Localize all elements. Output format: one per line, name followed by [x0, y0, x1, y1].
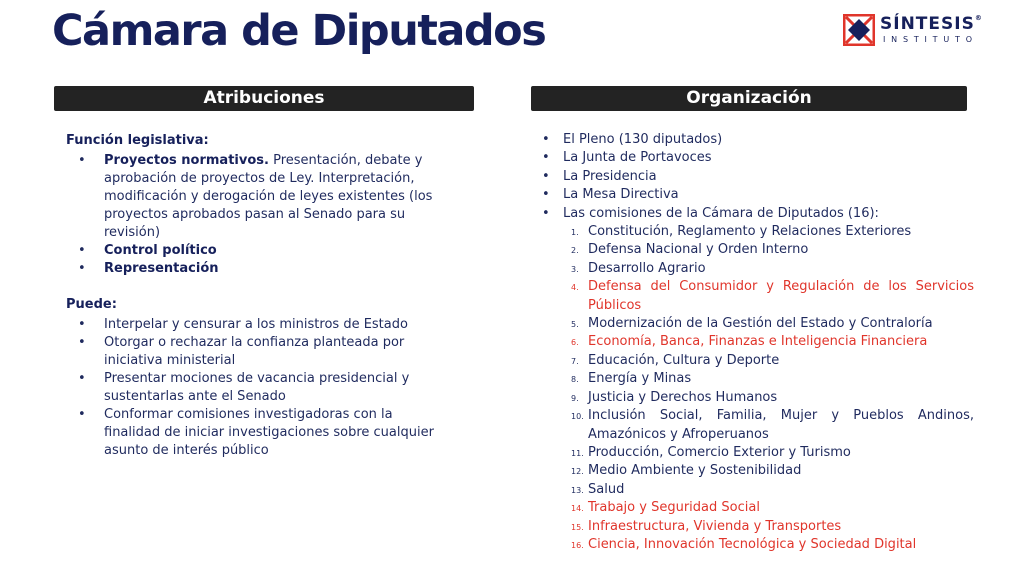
commission-item: [571, 462, 974, 480]
commission-label: Desarrollo Agrario: [588, 260, 706, 276]
commission-label: Ciencia, Innovación Tecnológica y Sociedad Digital: [588, 536, 917, 552]
list-item: • La Junta de Portavoces: [563, 149, 974, 167]
commission-item: [571, 389, 974, 407]
commission-number: 13.: [571, 485, 584, 495]
commission-item: [571, 370, 974, 388]
list-item: • El Pleno (130 diputados): [563, 131, 974, 149]
sintesis-logo-icon: [843, 14, 875, 46]
commission-label: Energía y Minas: [588, 371, 692, 387]
funcion-legislativa-heading: Función legislativa:: [66, 133, 209, 148]
atribuciones-header: Atribuciones: [54, 86, 474, 111]
commission-number: 10.: [571, 412, 584, 422]
puede-list: [66, 316, 446, 460]
commission-label: Medio Ambiente y Sostenibilidad: [588, 463, 802, 479]
commission-label: Defensa del Consumidor y Regulación de los Servicios Públicos: [588, 279, 974, 313]
list-item: • La Mesa Directiva: [563, 186, 974, 204]
commission-number: 15.: [571, 522, 584, 532]
page-title: Cámara de Diputados: [52, 6, 546, 56]
logo-subtitle: INSTITUTO: [883, 35, 978, 44]
commission-number: 4.: [571, 283, 579, 293]
atribuciones-column: [66, 132, 446, 460]
commission-number: 1.: [571, 228, 579, 238]
commission-item: [571, 223, 974, 241]
commission-number: 6.: [571, 338, 579, 348]
commission-number: 8.: [571, 375, 579, 385]
commission-item: [571, 333, 974, 351]
commission-item: [571, 407, 974, 444]
list-item: • Presentar mociones de vacancia presidencial y sustentarlas ante el Senado: [104, 370, 446, 406]
puede-heading: Puede:: [66, 297, 117, 312]
list-item: • Interpelar y censurar a los ministros de Estado: [104, 316, 446, 334]
commission-item: [571, 499, 974, 517]
list-item: • Las comisiones de la Cámara de Diputados (16): 1. Constitución, Reglamento y Relaciones Exteriores 2. Defensa Nacional y Orden Interno 3. Desarrollo Agrario 4. Defensa del Consumidor y Regulación de los Servicios Públicos 5. Modernización de la Gestión del Estado y Contraloría 6. Economía, Banca, Finanzas e Inteligencia Financiera 7. Educación, Cultura y Deporte 8. Energía y Minas 9. Justicia y Derechos Humanos 10. Inclusión Social, Familia, Mujer y Pueblos Andinos, Amazónicos y Afroperuanos 11. Producción, Comercio Exterior y Turismo 12. Medio Ambiente y Sostenibilidad 13. Salud 14. Trabajo y Seguridad Social 15. Infraestructura, Vivienda y Transportes 16. Ciencia, Innovación Tecnológica y Sociedad Digital: [563, 205, 974, 555]
commission-number: 5.: [571, 320, 579, 330]
commission-label: Producción, Comercio Exterior y Turismo: [588, 444, 851, 460]
organizacion-list: [540, 131, 974, 554]
commission-label: Modernización de la Gestión del Estado y Contraloría: [588, 316, 933, 332]
commission-item: [571, 481, 974, 499]
commission-item: [571, 315, 974, 333]
commission-item: [571, 260, 974, 278]
organizacion-column: [540, 131, 974, 554]
list-item: • Conformar comisiones investigadoras con la finalidad de iniciar investigaciones sobre cualquier asunto de interés público: [104, 406, 446, 460]
commission-item: [571, 352, 974, 370]
commission-item: [571, 518, 974, 536]
commission-number: 11.: [571, 448, 584, 458]
commission-item: [571, 241, 974, 259]
commission-label: Constitución, Reglamento y Relaciones Exteriores: [588, 224, 912, 240]
list-item: • Proyectos normativos. Presentación, debate y aprobación de proyectos de Ley. Interpretación, modificación y derogación de leyes existentes (los proyectos aprobados pasan al Senado para su revisión): [104, 152, 446, 242]
commission-number: 7.: [571, 356, 579, 366]
commission-label: Trabajo y Seguridad Social: [588, 500, 760, 516]
commission-number: 9.: [571, 393, 579, 403]
commission-item: [571, 444, 974, 462]
commission-label: Inclusión Social, Familia, Mujer y Pueblos Andinos, Amazónicos y Afroperuanos: [588, 408, 974, 442]
commissions-list: [563, 223, 974, 554]
commission-number: 16.: [571, 540, 584, 550]
commission-number: 3.: [571, 264, 579, 274]
organizacion-header: Organización: [531, 86, 967, 111]
list-item: • La Presidencia: [563, 168, 974, 186]
logo-name: SÍNTESIS®: [880, 14, 983, 34]
list-item: • Representación: [104, 260, 446, 278]
commission-label: Economía, Banca, Finanzas e Inteligencia Financiera: [588, 334, 928, 350]
commission-label: Infraestructura, Vivienda y Transportes: [588, 518, 842, 534]
list-item: • Otorgar o rechazar la confianza planteada por iniciativa ministerial: [104, 334, 446, 370]
commission-item: [571, 278, 974, 315]
sintesis-logo: [843, 14, 993, 48]
commission-number: 2.: [571, 246, 579, 256]
commission-label: Justicia y Derechos Humanos: [588, 389, 778, 405]
commission-number: 12.: [571, 467, 584, 477]
commission-label: Educación, Cultura y Deporte: [588, 352, 780, 368]
commission-label: Salud: [588, 481, 625, 497]
commission-number: 14.: [571, 504, 584, 514]
funcion-list: [66, 152, 446, 278]
list-item: • Control político: [104, 242, 446, 260]
commission-label: Defensa Nacional y Orden Interno: [588, 242, 809, 258]
commission-item: [571, 536, 974, 554]
